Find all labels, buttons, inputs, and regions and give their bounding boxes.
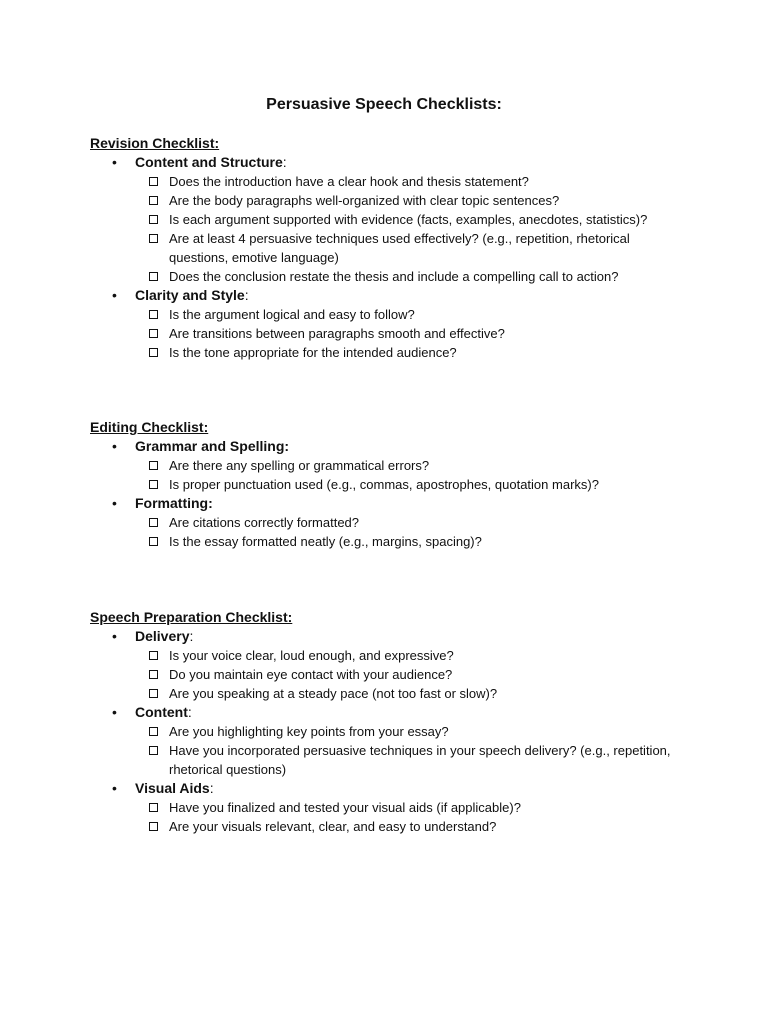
item-text: Is the essay formatted neatly (e.g., margins, spacing)? [169, 534, 482, 549]
checklist-item [90, 665, 689, 684]
checklist-item [90, 646, 689, 665]
group-clarity-and-style [90, 286, 730, 362]
item-text: Are your visuals relevant, clear, and easy to understand? [169, 819, 497, 834]
item-text: Are transitions between paragraphs smooth and effective? [169, 326, 505, 341]
checklist-item [90, 798, 689, 817]
item-text: Does the conclusion restate the thesis and include a compelling call to action? [169, 269, 619, 284]
group-label: Clarity and Style [135, 287, 245, 303]
checklist-item [90, 532, 689, 551]
section-editing [90, 418, 730, 551]
checkbox-icon[interactable] [149, 196, 158, 205]
checkbox-icon[interactable] [149, 689, 158, 698]
section-heading: Editing Checklist: [90, 419, 209, 435]
checklist-item [90, 305, 689, 324]
group-label: Content [135, 704, 188, 720]
group-label: Content and Structure [135, 154, 283, 170]
group-delivery [90, 627, 730, 703]
item-text: Have you finalized and tested your visual aids (if applicable)? [169, 800, 521, 815]
checkbox-icon[interactable] [149, 310, 158, 319]
checkbox-icon[interactable] [149, 822, 158, 831]
group-formatting [90, 494, 730, 551]
group-label-suffix: : [282, 154, 287, 170]
checkbox-icon[interactable] [149, 461, 158, 470]
checklist-item [90, 684, 689, 703]
checkbox-icon[interactable] [149, 727, 158, 736]
bullet-icon: • [112, 438, 117, 454]
checklist-item [90, 456, 689, 475]
bullet-icon: • [112, 287, 117, 303]
bullet-icon: • [112, 628, 117, 644]
group-visual-aids [90, 779, 730, 836]
group-title [90, 153, 730, 172]
bullet-icon: • [112, 154, 117, 170]
checkbox-icon[interactable] [149, 177, 158, 186]
section-speech-preparation [90, 608, 730, 836]
item-text: Are at least 4 persuasive techniques used effectively? (e.g., repetition, rhetorical questions, emotive language) [169, 231, 630, 265]
group-title [90, 627, 730, 646]
checkbox-icon[interactable] [149, 215, 158, 224]
group-content-and-structure [90, 153, 730, 286]
item-text: Does the introduction have a clear hook and thesis statement? [169, 174, 529, 189]
group-title [90, 779, 730, 798]
item-text: Are you speaking at a steady pace (not too fast or slow)? [169, 686, 498, 701]
checklist-item [90, 210, 689, 229]
group-label-suffix: : [187, 704, 192, 720]
group-label: Delivery [135, 628, 190, 644]
checkbox-icon[interactable] [149, 803, 158, 812]
group-label: Grammar and Spelling: [135, 438, 290, 454]
checklist-item [90, 172, 689, 191]
section-revision [90, 134, 730, 362]
checklist-item [90, 229, 689, 267]
item-text: Are there any spelling or grammatical errors? [169, 458, 430, 473]
item-text: Is proper punctuation used (e.g., commas, apostrophes, quotation marks)? [169, 477, 599, 492]
checkbox-icon[interactable] [149, 746, 158, 755]
checkbox-icon[interactable] [149, 272, 158, 281]
bullet-icon: • [112, 704, 117, 720]
checklist-item [90, 722, 689, 741]
checklist-item [90, 267, 689, 286]
bullet-icon: • [112, 780, 117, 796]
group-label-suffix: : [189, 628, 194, 644]
checklist-item [90, 513, 689, 532]
item-text: Are citations correctly formatted? [169, 515, 360, 530]
group-label-suffix: : [244, 287, 249, 303]
group-title [90, 437, 730, 456]
group-content [90, 703, 730, 779]
checklist-item [90, 324, 689, 343]
checklist-item [90, 191, 689, 210]
group-grammar-and-spelling [90, 437, 730, 494]
item-text: Is each argument supported with evidence (facts, examples, anecdotes, statistics)? [169, 212, 648, 227]
checkbox-icon[interactable] [149, 651, 158, 660]
checklist-item [90, 817, 689, 836]
group-label: Formatting: [135, 495, 213, 511]
item-text: Are you highlighting key points from your essay? [169, 724, 449, 739]
section-heading: Speech Preparation Checklist: [90, 609, 293, 625]
section-heading: Revision Checklist: [90, 135, 220, 151]
checkbox-icon[interactable] [149, 537, 158, 546]
checklist-item [90, 741, 689, 779]
checkbox-icon[interactable] [149, 329, 158, 338]
item-text: Is the tone appropriate for the intended audience? [169, 345, 457, 360]
group-title [90, 494, 730, 513]
group-label-suffix: : [209, 780, 214, 796]
checkbox-icon[interactable] [149, 670, 158, 679]
group-title [90, 703, 730, 722]
checklist-item [90, 475, 689, 494]
checkbox-icon[interactable] [149, 480, 158, 489]
bullet-icon: • [112, 495, 117, 511]
item-text: Have you incorporated persuasive techniques in your speech delivery? (e.g., repetition, rhetorical questions) [169, 743, 671, 777]
group-label: Visual Aids [135, 780, 210, 796]
item-text: Do you maintain eye contact with your audience? [169, 667, 453, 682]
item-text: Are the body paragraphs well-organized with clear topic sentences? [169, 193, 560, 208]
checkbox-icon[interactable] [149, 348, 158, 357]
checkbox-icon[interactable] [149, 518, 158, 527]
page-title: Persuasive Speech Checklists: [266, 96, 502, 113]
group-title [90, 286, 730, 305]
item-text: Is the argument logical and easy to follow? [169, 307, 415, 322]
checkbox-icon[interactable] [149, 234, 158, 243]
checklist-item [90, 343, 689, 362]
item-text: Is your voice clear, loud enough, and expressive? [169, 648, 454, 663]
